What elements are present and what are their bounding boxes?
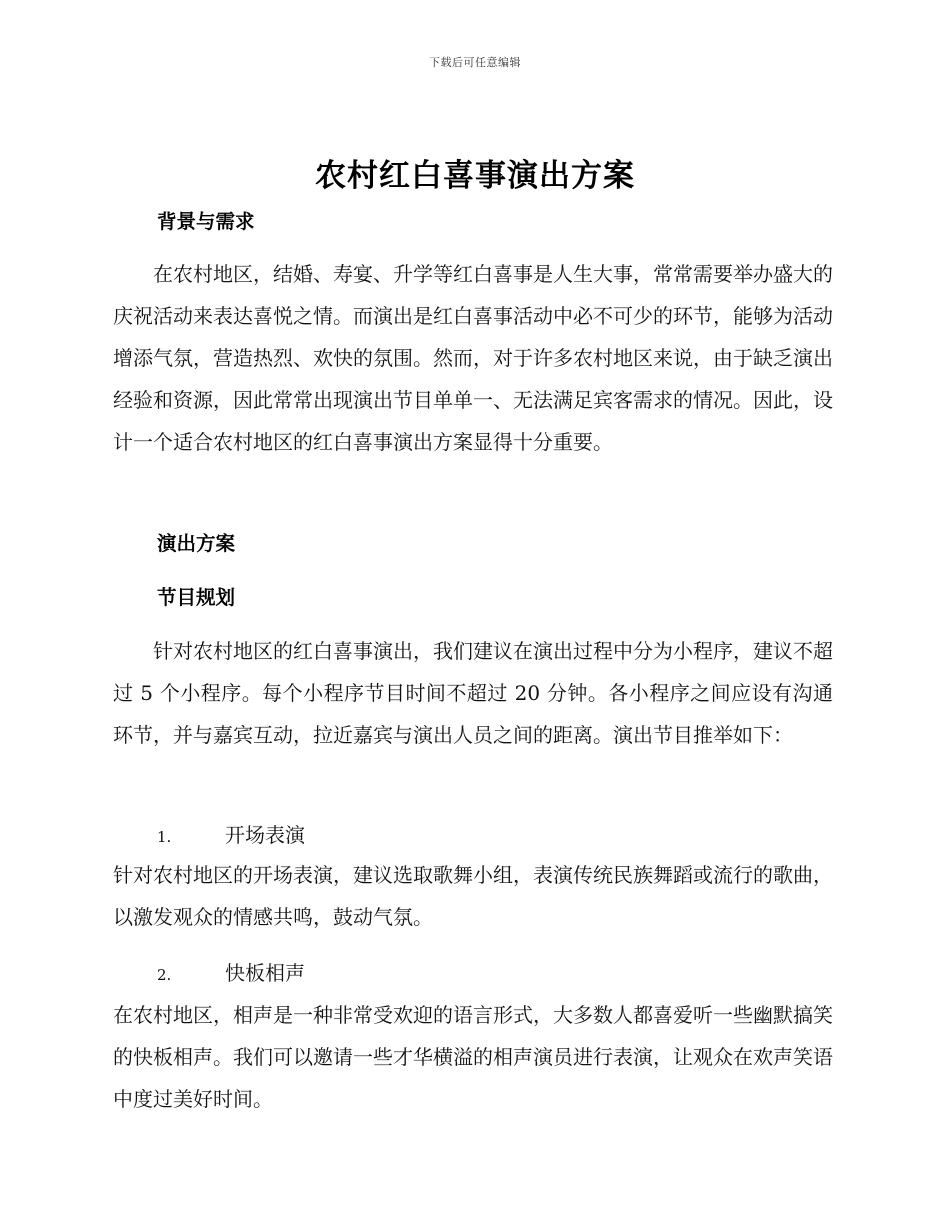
list-item-1-text: 针对农村地区的开场表演，建议选取歌舞小组，表演传统民族舞蹈或流行的歌曲，以激发观众的情感共鸣，鼓动气氛。 [113,863,833,929]
plan-heading: 演出方案 [157,532,236,555]
list-item-label: 快板相声 [225,961,305,985]
list-item-1-title [157,819,305,848]
background-heading: 背景与需求 [157,210,255,233]
background-paragraph: 在农村地区，结婚、寿宴、升学等红白喜事是人生大事，常常需要举办盛大的庆祝活动来表达喜悦之情。而演出是红白喜事活动中必不可少的环节，能够为活动增添气氛，营造热烈、欢快的氛围。然而，对于许多农村地区来说，由于缺乏演出经验和资源，因此常常出现演出节目单单一、无法满足宾客需求的情况。因此，设计一个适合农村地区的红白喜事演出方案显得十分重要。 [113,262,833,454]
program-heading: 节目规划 [157,586,236,609]
list-item-2-title [157,957,305,986]
list-item-number: 2. [157,966,172,984]
program-paragraph: 针对农村地区的红白喜事演出，我们建议在演出过程中分为小程序，建议不超过 5 个小程序。每个小程序节目时间不超过 20 分钟。各小程序之间应设有沟通环节，并与嘉宾互动，拉近嘉宾与演出人员之间的距离。演出节目推举如下： [113,639,833,747]
header-note: 下载后可任意编辑 [429,56,521,69]
list-item-2-text: 在农村地区，相声是一种非常受欢迎的语言形式，大多数人都喜爱听一些幽默搞笑的快板相声。我们可以邀请一些才华横溢的相声演员进行表演，让观众在欢声笑语中度过美好时间。 [113,1003,833,1111]
list-item-label: 开场表演 [225,823,305,847]
page-title: 农村红白喜事演出方案 [315,158,635,194]
list-item-number: 1. [157,828,172,846]
